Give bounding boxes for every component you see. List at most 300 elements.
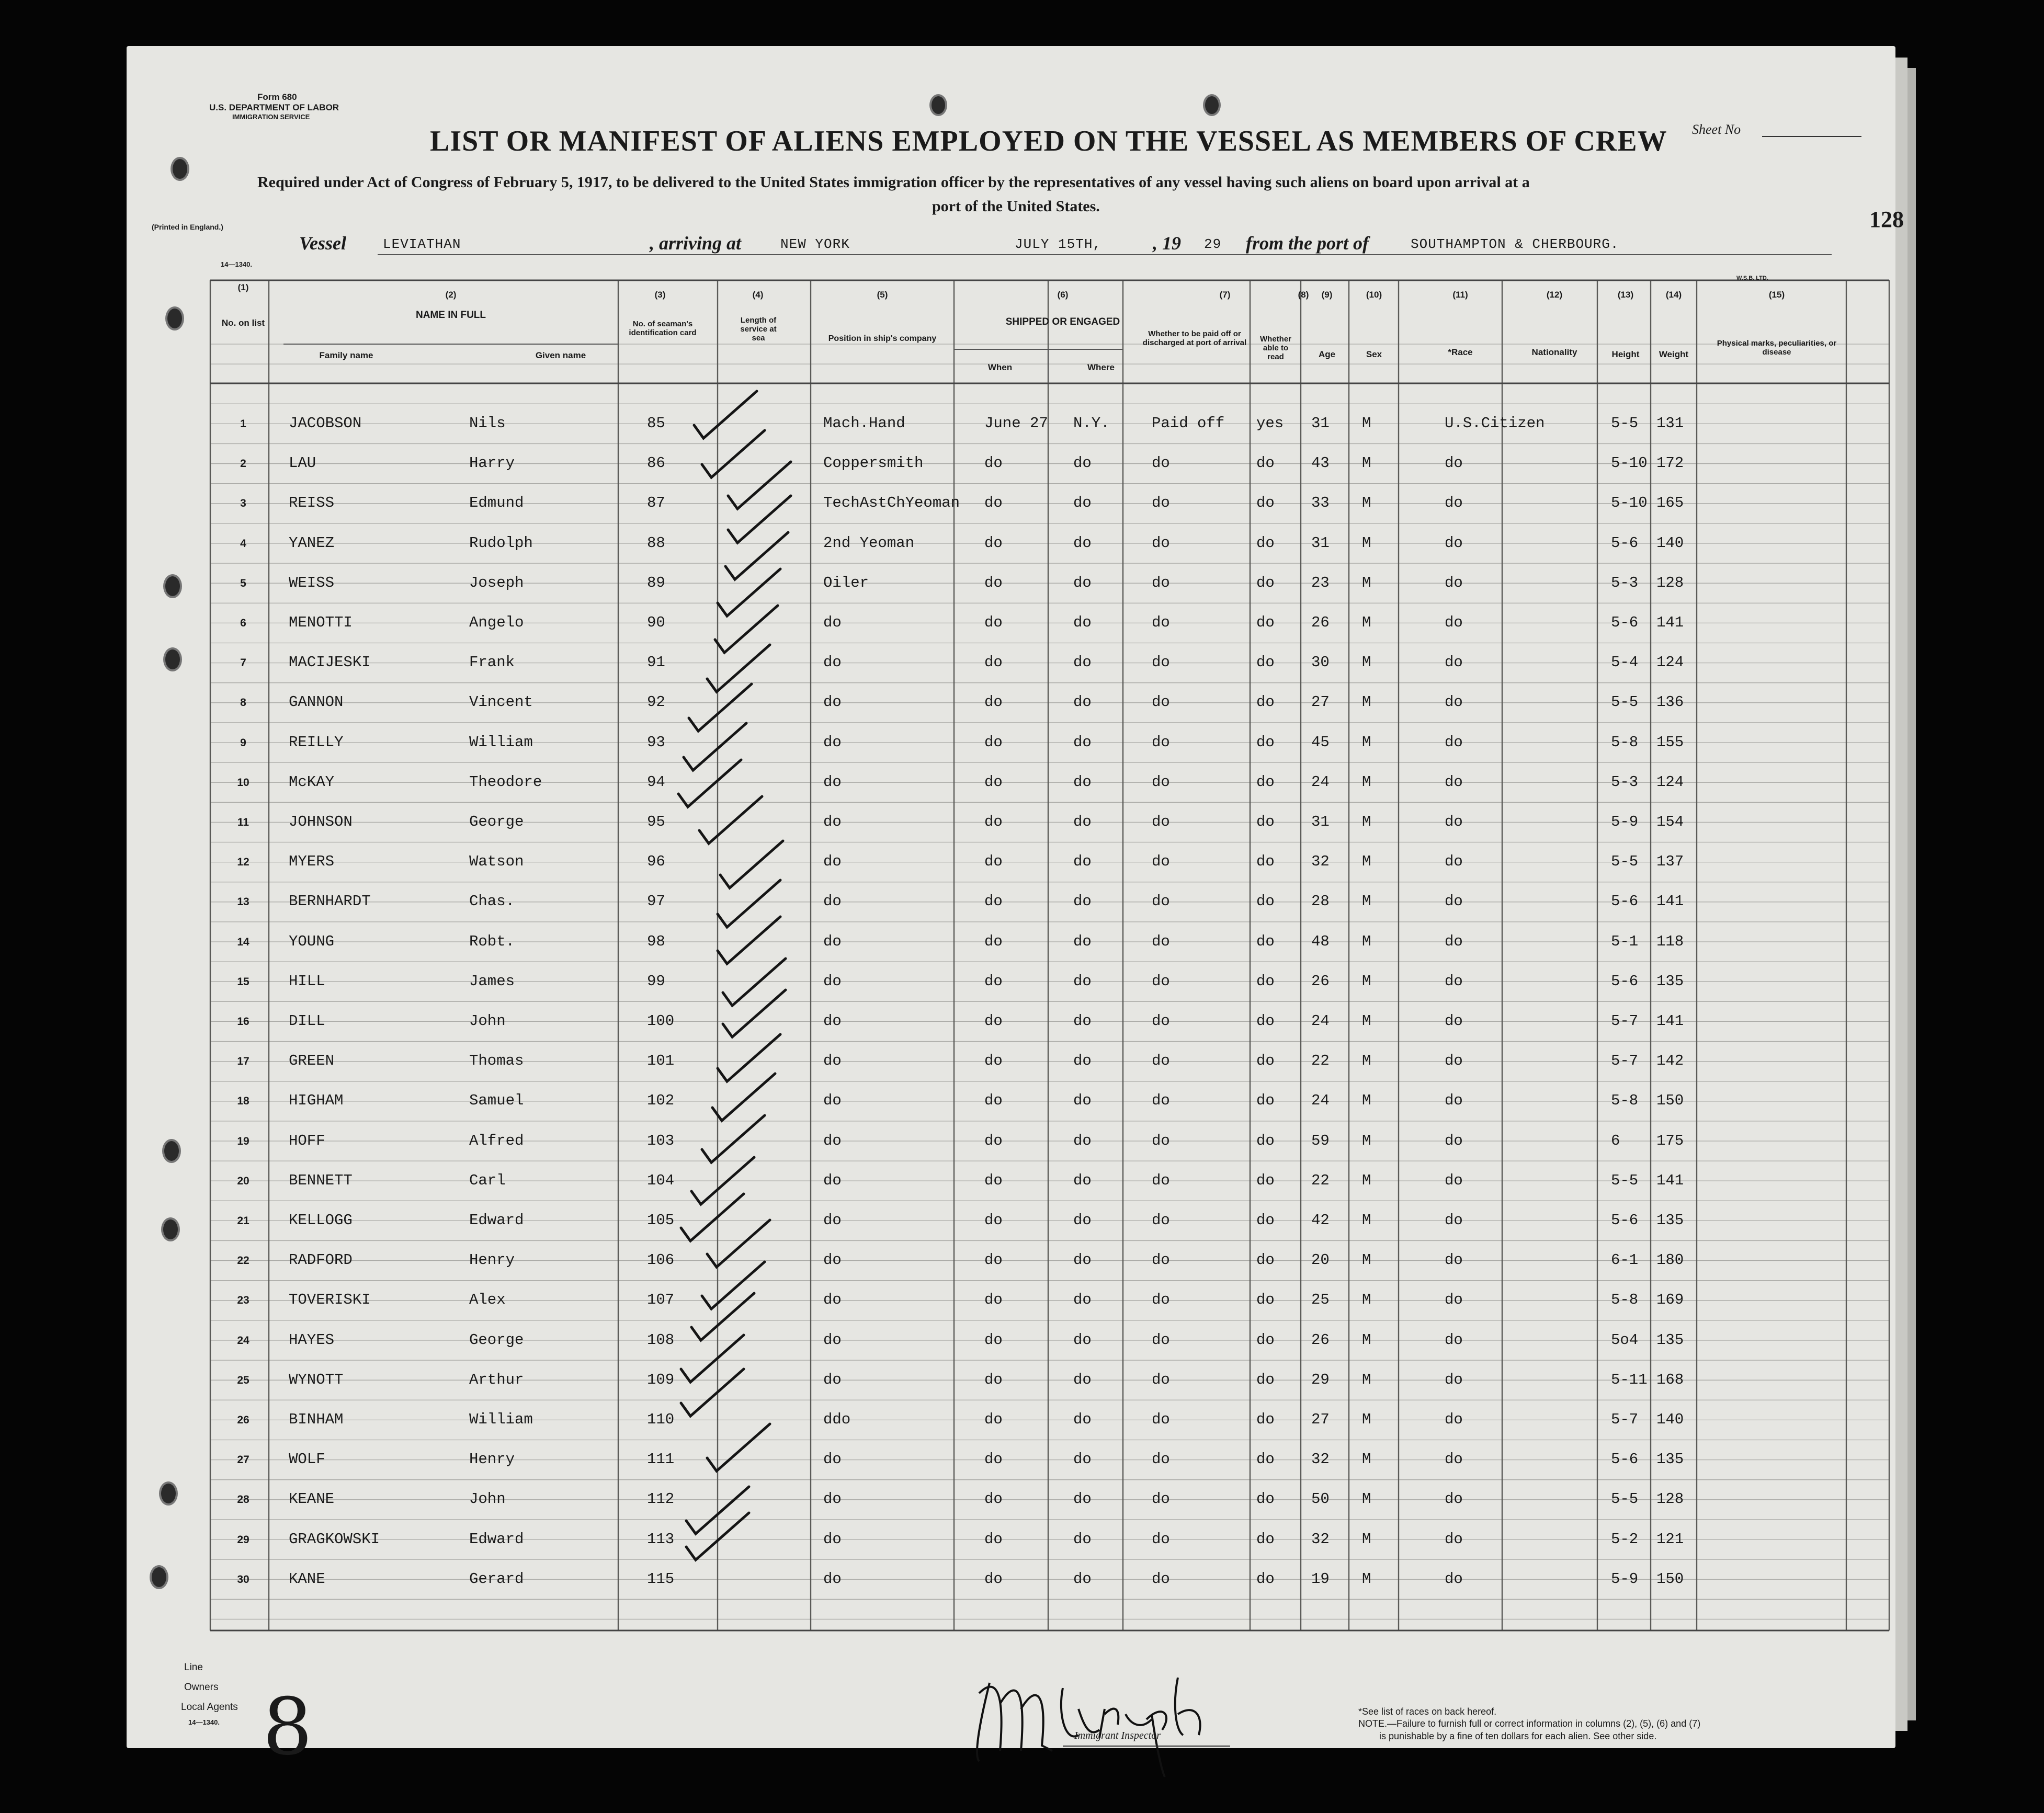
weight: 121 — [1656, 1530, 1684, 1548]
race: do — [1445, 1570, 1463, 1588]
row-number: 22 — [237, 1255, 249, 1267]
card-number: 103 — [647, 1132, 675, 1149]
age: 26 — [1311, 1331, 1330, 1349]
family-name: YOUNG — [289, 932, 335, 950]
race: do — [1445, 733, 1463, 751]
weight: 142 — [1656, 1052, 1684, 1070]
ship-position: do — [823, 972, 842, 990]
age: 33 — [1311, 494, 1330, 512]
sex: M — [1362, 932, 1371, 950]
can-read: do — [1256, 693, 1275, 711]
check-mark — [720, 841, 783, 888]
sex: M — [1362, 893, 1371, 910]
engaged-where: do — [1073, 534, 1092, 552]
ship-position: do — [823, 1331, 842, 1349]
height: 5-5 — [1611, 1490, 1639, 1508]
family-name: JOHNSON — [289, 813, 353, 830]
sex: M — [1362, 1411, 1371, 1428]
family-name: JACOBSON — [289, 415, 362, 432]
family-name: MACIJESKI — [289, 654, 371, 671]
row-number: 14 — [237, 936, 249, 948]
row-number: 24 — [237, 1334, 249, 1347]
can-read: do — [1256, 853, 1275, 871]
check-mark — [681, 1194, 744, 1241]
age: 32 — [1311, 853, 1330, 871]
ship-position: Mach.Hand — [823, 415, 905, 432]
vessel-name: LEVIATHAN — [383, 236, 461, 252]
year-suffix: 29 — [1204, 236, 1222, 252]
can-read: do — [1256, 1212, 1275, 1229]
given-name: Arthur — [469, 1371, 524, 1388]
race: do — [1445, 1251, 1463, 1269]
weight: 128 — [1656, 574, 1684, 591]
engaged-when: do — [984, 773, 1003, 791]
col8-header: Whether able to read — [1260, 335, 1291, 361]
col9-header: Age — [1318, 349, 1336, 359]
engaged-where: do — [1073, 614, 1092, 631]
check-mark — [699, 796, 762, 843]
weight: 135 — [1656, 1331, 1684, 1349]
row-number: 8 — [240, 697, 246, 709]
engaged-when: do — [984, 1251, 1003, 1269]
paid-off-status: do — [1152, 1092, 1170, 1110]
row-number: 4 — [240, 537, 246, 550]
engaged-when: do — [984, 972, 1003, 990]
height: 5-6 — [1611, 534, 1639, 552]
paid-off-status: do — [1152, 1052, 1170, 1070]
engaged-when: June 27 — [984, 415, 1048, 432]
weight: 180 — [1656, 1251, 1684, 1269]
paid-off-status: do — [1152, 1251, 1170, 1269]
manifest-sheet — [127, 46, 1904, 1773]
col6-where-header: Where — [1087, 362, 1115, 372]
paid-off-status: do — [1152, 654, 1170, 671]
race: do — [1445, 1490, 1463, 1508]
card-number: 97 — [647, 893, 665, 910]
check-mark — [728, 496, 791, 543]
weight: 128 — [1656, 1490, 1684, 1508]
sex: M — [1362, 1371, 1371, 1388]
row-number: 26 — [237, 1414, 249, 1426]
family-name: REILLY — [289, 733, 344, 751]
given-name: Edmund — [469, 494, 524, 512]
col13-header: Height — [1611, 349, 1640, 359]
height: 5-5 — [1611, 853, 1639, 871]
family-name: HOFF — [289, 1132, 325, 1149]
row-number: 30 — [237, 1573, 249, 1586]
can-read: do — [1256, 614, 1275, 631]
col12-header: Nationality — [1531, 347, 1577, 357]
given-name: Henry — [469, 1451, 515, 1468]
check-mark — [681, 1335, 744, 1382]
can-read: do — [1256, 1490, 1275, 1508]
col12-number: (12) — [1546, 290, 1563, 300]
row-number: 10 — [237, 776, 249, 789]
page-title: LIST OR MANIFEST OF ALIENS EMPLOYED ON THE VESSEL AS MEMBERS OF CREW — [430, 125, 1667, 157]
height: 5-10 — [1611, 494, 1648, 512]
form-subtitle-line1: Required under Act of Congress of February 5, 1917, to be delivered to the United States immigration officer by the representatives of any vessel having such aliens on board upon arrival at a — [257, 174, 1530, 191]
weight: 118 — [1656, 932, 1684, 950]
family-name: HIGHAM — [289, 1092, 344, 1110]
race: do — [1445, 1052, 1463, 1070]
family-name: MENOTTI — [289, 614, 353, 631]
sex: M — [1362, 693, 1371, 711]
ship-position: do — [823, 1371, 842, 1388]
ship-position: do — [823, 853, 842, 871]
sex: M — [1362, 733, 1371, 751]
age: 32 — [1311, 1530, 1330, 1548]
engaged-when: do — [984, 1411, 1003, 1428]
engaged-where: do — [1073, 733, 1092, 751]
card-number: 91 — [647, 654, 665, 671]
given-name: Edward — [469, 1530, 524, 1548]
race: do — [1445, 1530, 1463, 1548]
engaged-when: do — [984, 534, 1003, 552]
row-number: 12 — [237, 856, 249, 869]
col1-number: (1) — [237, 282, 249, 292]
age: 50 — [1311, 1490, 1330, 1508]
weight: 140 — [1656, 1411, 1684, 1428]
check-mark — [702, 1115, 765, 1162]
height: 5-5 — [1611, 415, 1639, 432]
footer-form-code: 14—1340. — [188, 1718, 220, 1726]
weight: 141 — [1656, 1012, 1684, 1030]
row-number: 25 — [237, 1374, 249, 1386]
col11-header: *Race — [1448, 347, 1473, 357]
can-read: do — [1256, 1291, 1275, 1309]
given-name: Edward — [469, 1212, 524, 1229]
row-number: 13 — [237, 896, 249, 908]
weight: 124 — [1656, 773, 1684, 791]
given-name: Rudolph — [469, 534, 533, 552]
height: 5-6 — [1611, 972, 1639, 990]
age: 26 — [1311, 614, 1330, 631]
card-number: 105 — [647, 1212, 675, 1229]
height: 5-9 — [1611, 813, 1639, 830]
engaged-when: do — [984, 1371, 1003, 1388]
family-name: KANE — [289, 1570, 325, 1588]
line-label: Line — [184, 1662, 203, 1673]
given-name: John — [469, 1012, 506, 1030]
engaged-when: do — [984, 614, 1003, 631]
sex: M — [1362, 773, 1371, 791]
can-read: do — [1256, 1570, 1275, 1588]
paid-off-status: do — [1152, 773, 1170, 791]
row-number: 5 — [240, 577, 246, 589]
arriving-label: , arriving at — [650, 233, 742, 254]
card-number: 98 — [647, 932, 665, 950]
weight: 136 — [1656, 693, 1684, 711]
can-read: do — [1256, 534, 1275, 552]
height: 5-8 — [1611, 1092, 1639, 1110]
sex: M — [1362, 614, 1371, 631]
weight: 168 — [1656, 1371, 1684, 1388]
paid-off-status: Paid off — [1152, 415, 1225, 432]
engaged-when: do — [984, 1052, 1003, 1070]
paid-off-status: do — [1152, 1132, 1170, 1149]
weight: 141 — [1656, 893, 1684, 910]
engaged-where: do — [1073, 1530, 1092, 1548]
card-number: 110 — [647, 1411, 675, 1428]
height: 5-2 — [1611, 1530, 1639, 1548]
sex: M — [1362, 534, 1371, 552]
card-number: 100 — [647, 1012, 675, 1030]
weight: 169 — [1656, 1291, 1684, 1309]
paid-off-status: do — [1152, 813, 1170, 830]
col2-number: (2) — [445, 290, 457, 300]
given-name: Watson — [469, 853, 524, 871]
race: do — [1445, 813, 1463, 830]
engaged-where: do — [1073, 932, 1092, 950]
check-mark — [707, 1424, 770, 1471]
given-name: Frank — [469, 654, 515, 671]
can-read: do — [1256, 813, 1275, 830]
race: do — [1445, 893, 1463, 910]
given-name: Theodore — [469, 773, 542, 791]
race: do — [1445, 1451, 1463, 1468]
can-read: do — [1256, 1012, 1275, 1030]
sex: M — [1362, 654, 1371, 671]
col3-number: (3) — [654, 290, 666, 300]
engaged-where: do — [1073, 693, 1092, 711]
card-number: 115 — [647, 1570, 675, 1588]
race: U.S.Citizen — [1445, 415, 1545, 432]
height: 5-8 — [1611, 733, 1639, 751]
check-mark — [691, 1157, 754, 1204]
engaged-when: do — [984, 1530, 1003, 1548]
check-mark — [689, 684, 752, 731]
card-number: 112 — [647, 1490, 675, 1508]
col14-number: (14) — [1665, 290, 1682, 300]
engaged-where: do — [1073, 454, 1092, 472]
col6-header: SHIPPED OR ENGAGED — [1005, 316, 1120, 327]
can-read: do — [1256, 1132, 1275, 1149]
paid-off-status: do — [1152, 1331, 1170, 1349]
engaged-when: do — [984, 1490, 1003, 1508]
sex: M — [1362, 1490, 1371, 1508]
given-name: James — [469, 972, 515, 990]
race: do — [1445, 1411, 1463, 1428]
col11-number: (11) — [1452, 290, 1468, 300]
checkmark-annotations — [127, 46, 1895, 1748]
given-name: Chas. — [469, 893, 515, 910]
family-name: McKAY — [289, 773, 335, 791]
col15-number: (15) — [1768, 290, 1785, 300]
card-number: 95 — [647, 813, 665, 830]
family-name: GRAGKOWSKI — [289, 1530, 380, 1548]
race: do — [1445, 614, 1463, 631]
age: 30 — [1311, 654, 1330, 671]
check-mark — [686, 1487, 749, 1534]
col15-header: Physical marks, peculiarities, or disease — [1717, 339, 1837, 357]
race: do — [1445, 853, 1463, 871]
row-number: 1 — [240, 418, 246, 430]
height: 5-3 — [1611, 574, 1639, 591]
ship-position: do — [823, 1212, 842, 1229]
check-mark — [707, 1220, 770, 1267]
height: 5-7 — [1611, 1411, 1639, 1428]
age: 22 — [1311, 1052, 1330, 1070]
family-name: RADFORD — [289, 1251, 353, 1269]
card-number: 85 — [647, 415, 665, 432]
family-name: DILL — [289, 1012, 325, 1030]
row-number: 29 — [237, 1533, 249, 1546]
can-read: do — [1256, 1331, 1275, 1349]
engaged-where: do — [1073, 654, 1092, 671]
engaged-when: do — [984, 733, 1003, 751]
height: 5-11 — [1611, 1371, 1648, 1388]
age: 31 — [1311, 534, 1330, 552]
row-number: 16 — [237, 1016, 249, 1028]
family-name: KEANE — [289, 1490, 335, 1508]
sex: M — [1362, 1212, 1371, 1229]
ship-position: do — [823, 1132, 842, 1149]
ship-position: TechAstChYeoman — [823, 494, 960, 512]
age: 42 — [1311, 1212, 1330, 1229]
race: do — [1445, 1371, 1463, 1388]
weight: 155 — [1656, 733, 1684, 751]
row-number: 9 — [240, 736, 246, 749]
weight: 141 — [1656, 1171, 1684, 1189]
col14-header: Weight — [1659, 349, 1689, 359]
age: 27 — [1311, 1411, 1330, 1428]
height: 6-1 — [1611, 1251, 1639, 1269]
family-name: BENNETT — [289, 1171, 353, 1189]
col7-header: Whether to be paid off or discharged at port of arrival — [1142, 329, 1247, 347]
form-code: 14—1340. — [221, 260, 252, 268]
age: 20 — [1311, 1251, 1330, 1269]
engaged-when: do — [984, 853, 1003, 871]
card-number: 87 — [647, 494, 665, 512]
weight: 172 — [1656, 454, 1684, 472]
stamp-number: 8 — [263, 1682, 313, 1773]
race: do — [1445, 972, 1463, 990]
race: do — [1445, 1212, 1463, 1229]
age: 24 — [1311, 773, 1330, 791]
family-name: WEISS — [289, 574, 335, 591]
weight: 124 — [1656, 654, 1684, 671]
card-number: 107 — [647, 1291, 675, 1309]
sex: M — [1362, 1291, 1371, 1309]
col6-when-header: When — [987, 362, 1013, 372]
col5-number: (5) — [877, 290, 888, 300]
paid-off-status: do — [1152, 893, 1170, 910]
weight: 131 — [1656, 415, 1684, 432]
engaged-where: do — [1073, 853, 1092, 871]
engaged-where: N.Y. — [1073, 415, 1110, 432]
height: 5-5 — [1611, 693, 1639, 711]
family-name: TOVERISKI — [289, 1291, 371, 1309]
col5-header: Position in ship's company — [828, 334, 937, 343]
ship-position: Coppersmith — [823, 454, 924, 472]
card-number: 109 — [647, 1371, 675, 1388]
vessel-label: Vessel — [299, 233, 346, 254]
col4-number: (4) — [752, 290, 764, 300]
ship-position: do — [823, 1092, 842, 1110]
weight: 137 — [1656, 853, 1684, 871]
engaged-where: do — [1073, 773, 1092, 791]
given-name: John — [469, 1490, 506, 1508]
col3-header: No. of seaman's identification card — [629, 320, 697, 337]
paid-off-status: do — [1152, 1411, 1170, 1428]
race: do — [1445, 693, 1463, 711]
weight: 150 — [1656, 1092, 1684, 1110]
sex: M — [1362, 1451, 1371, 1468]
paid-off-status: do — [1152, 454, 1170, 472]
race: do — [1445, 1171, 1463, 1189]
row-number: 23 — [237, 1294, 249, 1307]
engaged-when: do — [984, 654, 1003, 671]
sex: M — [1362, 1570, 1371, 1588]
engaged-where: do — [1073, 1570, 1092, 1588]
height: 5-7 — [1611, 1012, 1639, 1030]
height: 5-4 — [1611, 654, 1639, 671]
family-name: WOLF — [289, 1451, 325, 1468]
sex: M — [1362, 1132, 1371, 1149]
age: 24 — [1311, 1012, 1330, 1030]
page-number: 128 — [1869, 207, 1904, 232]
engaged-when: do — [984, 1331, 1003, 1349]
given-name: Harry — [469, 454, 515, 472]
sex: M — [1362, 574, 1371, 591]
check-mark — [728, 462, 791, 509]
race: do — [1445, 1092, 1463, 1110]
family-name: REISS — [289, 494, 335, 512]
age: 22 — [1311, 1171, 1330, 1189]
row-number: 20 — [237, 1175, 249, 1187]
service-name: IMMIGRATION SERVICE — [232, 113, 310, 121]
col13-number: (13) — [1617, 290, 1634, 300]
race: do — [1445, 574, 1463, 591]
age: 45 — [1311, 733, 1330, 751]
engaged-when: do — [984, 693, 1003, 711]
given-name: Vincent — [469, 693, 533, 711]
engaged-where: do — [1073, 1451, 1092, 1468]
printed-note: (Printed in England.) — [152, 223, 223, 231]
sex: M — [1362, 972, 1371, 990]
sex: M — [1362, 415, 1371, 432]
height: 5-6 — [1611, 1212, 1639, 1229]
sex: M — [1362, 1251, 1371, 1269]
weight: 140 — [1656, 534, 1684, 552]
ship-position: do — [823, 1451, 842, 1468]
race: do — [1445, 1012, 1463, 1030]
race: do — [1445, 773, 1463, 791]
family-name: YANEZ — [289, 534, 335, 552]
row-number: 28 — [237, 1493, 249, 1506]
ship-position: ddo — [823, 1411, 851, 1428]
can-read: yes — [1256, 415, 1284, 432]
can-read: do — [1256, 932, 1275, 950]
can-read: do — [1256, 773, 1275, 791]
engaged-where: do — [1073, 1331, 1092, 1349]
family-name: HILL — [289, 972, 325, 990]
ship-position: do — [823, 1530, 842, 1548]
card-number: 111 — [647, 1451, 675, 1468]
form-subtitle-line2: port of the United States. — [932, 198, 1100, 215]
sex: M — [1362, 494, 1371, 512]
row-number: 3 — [240, 497, 246, 510]
weight: 141 — [1656, 614, 1684, 631]
engaged-when: do — [984, 1132, 1003, 1149]
ship-position: do — [823, 1052, 842, 1070]
check-mark — [723, 990, 786, 1037]
from-port-label: from the port of — [1246, 233, 1369, 254]
height: 5-6 — [1611, 614, 1639, 631]
form-number: Form 680 — [257, 92, 297, 102]
engaged-when: do — [984, 1171, 1003, 1189]
given-name: Alex — [469, 1291, 506, 1309]
